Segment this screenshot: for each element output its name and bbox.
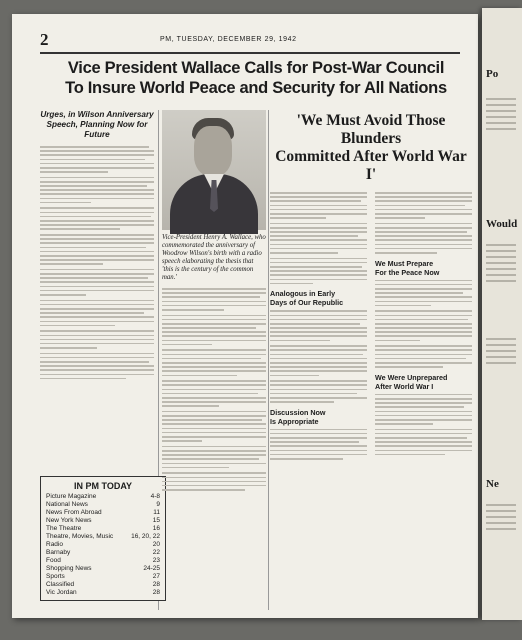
column-rule [268, 110, 269, 610]
index-row [46, 533, 160, 541]
commentary-headline [270, 112, 472, 184]
article-column-2 [162, 110, 266, 614]
section-head-line: Discussion Now [270, 407, 326, 417]
index-page: 16, 20, 22 [131, 533, 160, 540]
index-title: IN PM TODAY [73, 481, 132, 491]
index-page: 22 [152, 549, 160, 556]
index-label: The Theatre [46, 525, 82, 532]
folio-bar [40, 32, 460, 54]
commentary-section [270, 110, 472, 614]
dateline: PM, TUESDAY, DECEMBER 29, 1942 [160, 36, 297, 43]
commentary-column-left [270, 192, 367, 462]
main-headline [36, 58, 476, 98]
section-head [375, 259, 472, 277]
adjacent-headline-fragment: Ne [486, 478, 499, 490]
index-row [46, 565, 160, 573]
index-label: Food [46, 557, 61, 564]
index-label: Picture Magazine [46, 493, 97, 500]
section-head-line: Days of Our Republic [270, 298, 344, 308]
index-page: 16 [152, 525, 160, 532]
commentary-column-right [375, 192, 472, 462]
adjacent-headline-fragment: Po [486, 68, 499, 80]
section-head-line: We Must Prepare [375, 258, 434, 268]
photo-caption: Vice-President Henry A. Wallace, who commemorated the anniversary of Woodrow Wilson's birth with a radio speech elaborating the thesis that 'this is the century of the common man.' [162, 234, 266, 281]
section-head-line: For the Peace Now [375, 267, 440, 277]
article-deck: Urges, in Wilson Anniversary Speech, Planning Now for Future [40, 110, 154, 139]
index-label: Classified [46, 581, 75, 588]
section-head-line: After World War I [375, 381, 434, 391]
index-label: Radio [46, 541, 63, 548]
page-number: 2 [40, 30, 49, 49]
index-page: 24-25 [143, 565, 160, 572]
index-row [46, 541, 160, 549]
index-row [46, 525, 160, 533]
index-label: Vic Jordan [46, 589, 77, 596]
index-row [46, 493, 160, 501]
index-row [46, 509, 160, 517]
index-page: 28 [152, 581, 160, 588]
index-page: 20 [152, 541, 160, 548]
index-page: 9 [156, 501, 160, 508]
index-label: National News [46, 501, 88, 508]
commentary-headline-line-1: 'We Must Avoid Those Blunders [296, 112, 446, 147]
index-label: Barnaby [46, 549, 71, 556]
index-row [46, 589, 160, 597]
adjacent-page-edge [482, 8, 522, 620]
index-page: 11 [153, 509, 160, 516]
wallace-portrait-photo [162, 110, 266, 230]
index-page: 15 [152, 517, 160, 524]
index-row [46, 557, 160, 565]
index-page: 23 [152, 557, 160, 564]
index-page: 27 [152, 573, 160, 580]
index-row [46, 581, 160, 589]
section-head [270, 408, 367, 426]
index-row [46, 501, 160, 509]
newspaper-page [12, 14, 478, 618]
index-label: Shopping News [46, 565, 92, 572]
headline-line-2: To Insure World Peace and Security for All Nations [65, 79, 447, 97]
section-head-line: Is Appropriate [270, 416, 319, 426]
index-page: 4-8 [150, 493, 160, 500]
section-head-line: We Were Unprepared [375, 372, 448, 382]
commentary-headline-line-2: Committed After World War I' [275, 148, 467, 183]
section-head-line: Analogous in Early [270, 289, 336, 299]
index-row [46, 549, 160, 557]
index-label: Theatre, Movies, Music [46, 533, 114, 540]
body-text [40, 146, 154, 379]
adjacent-headline-fragment: Would [486, 218, 518, 230]
index-row [46, 573, 160, 581]
headline-line-1: Vice President Wallace Calls for Post-War Council [67, 59, 445, 77]
section-head [375, 373, 472, 391]
index-label: Sports [46, 573, 65, 580]
section-head [270, 289, 367, 307]
index-row [46, 517, 160, 525]
index-page: 28 [152, 589, 160, 596]
index-label: News From Abroad [46, 509, 102, 516]
in-pm-today-index [40, 476, 166, 601]
index-label: New York News [46, 517, 92, 524]
body-text [162, 288, 266, 491]
